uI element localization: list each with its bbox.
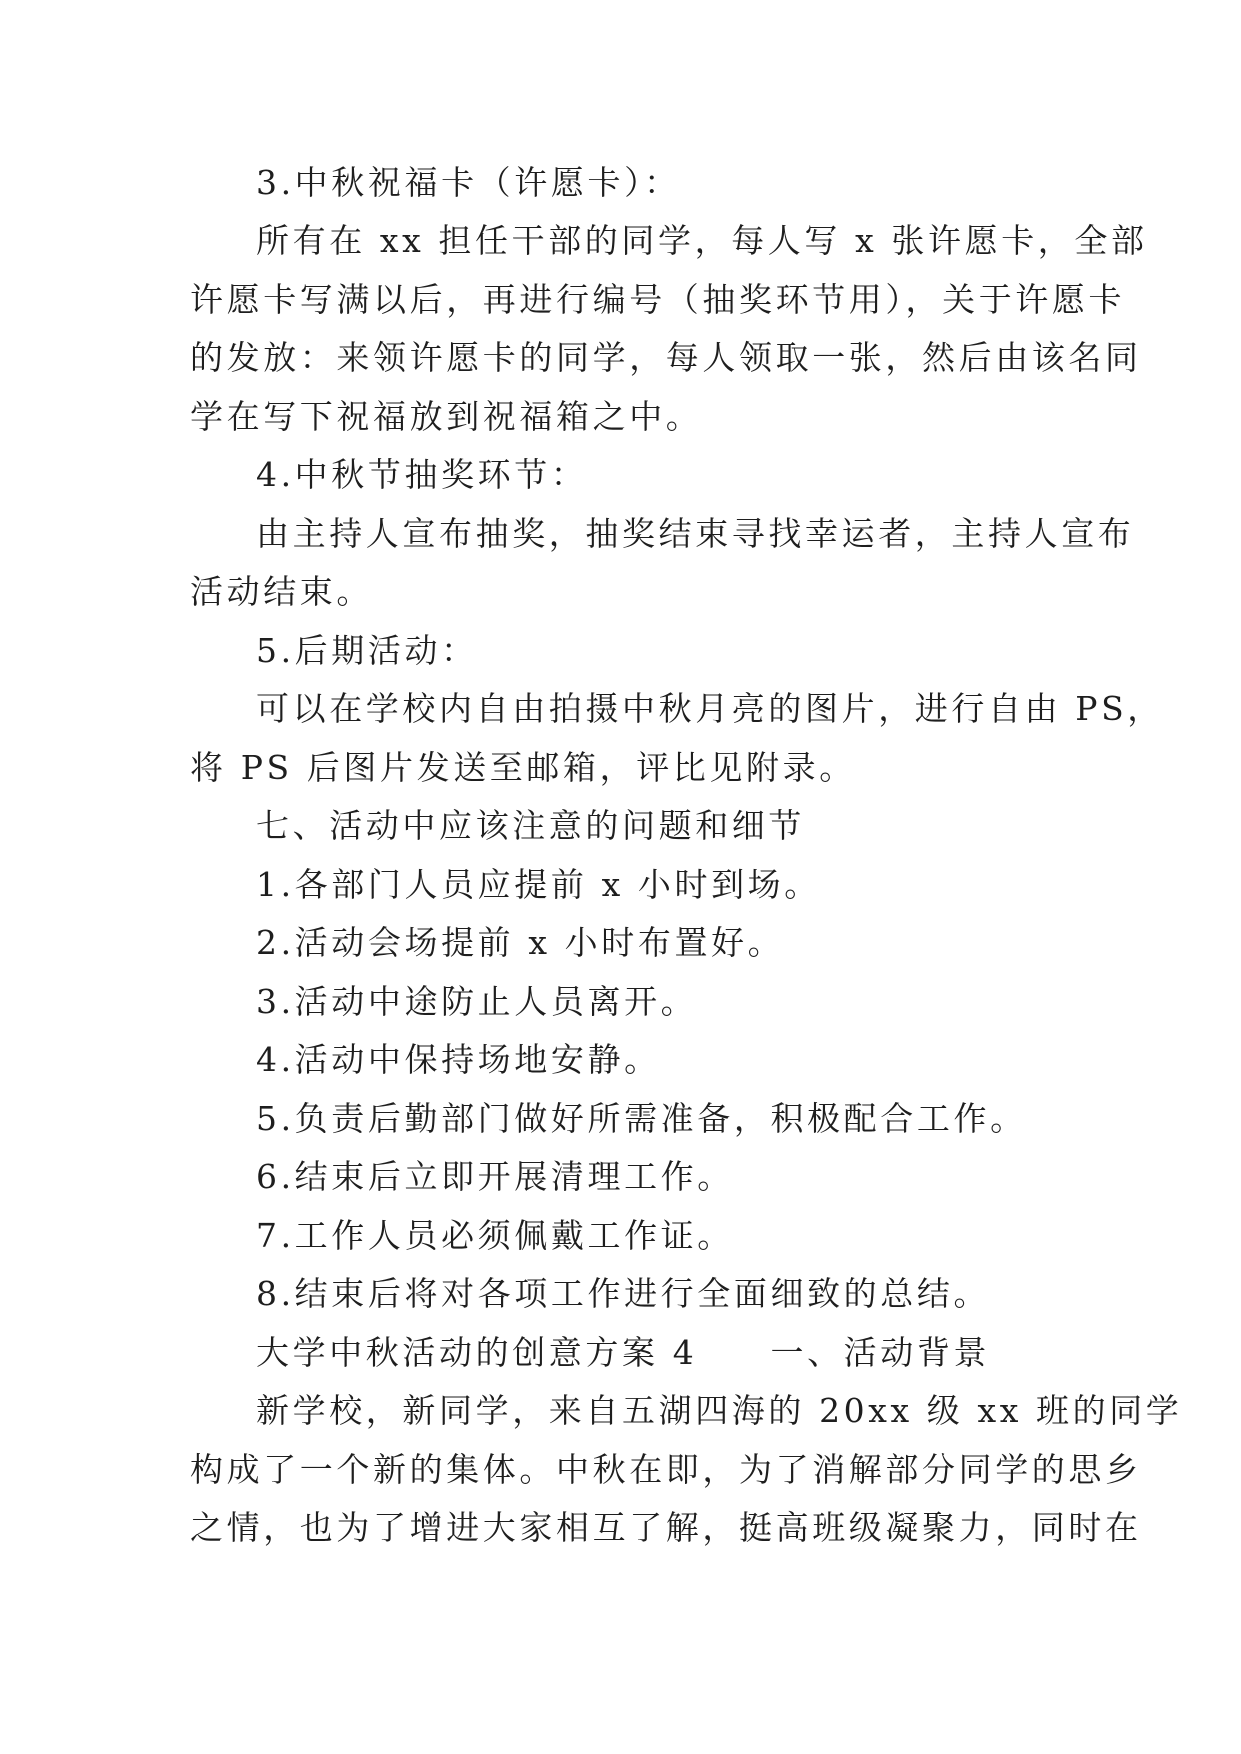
text-line: 活动结束。 [190,572,373,611]
text-line: 许愿卡写满以后，再进行编号（抽奖环节用），关于许愿卡 [190,279,1126,319]
text-line: 学在写下祝福放到祝福箱之中。 [190,396,703,436]
text-line: 之情，也为了增进大家相互了解，挺高班级凝聚力，同时在 [190,1508,1142,1547]
text-line: 构成了一个新的集体。中秋在即，为了消解部分同学的思乡 [190,1449,1142,1489]
list-item: 4.活动中保持场地安静。 [256,1040,661,1079]
text-line: 5.后期活动： [256,630,478,670]
text-line: 新学校，新同学，来自五湖四海的 20xx 级 xx 班的同学 [256,1391,1183,1430]
text-line: 3.中秋祝福卡（许愿卡）： [256,162,681,202]
section-heading: 七、活动中应该注意的问题和细节 [256,806,805,845]
list-item: 8.结束后将对各项工作进行全面细致的总结。 [256,1274,991,1313]
list-item: 2.活动会场提前 x 小时布置好。 [256,923,785,962]
text-line: 的发放：来领许愿卡的同学，每人领取一张，然后由该名同 [190,338,1142,377]
list-item: 6.结束后立即开展清理工作。 [256,1157,734,1196]
section-heading: 大学中秋活动的创意方案 4 一、活动背景 [256,1332,991,1372]
list-item: 1.各部门人员应提前 x 小时到场。 [256,864,821,904]
list-item: 3.活动中途防止人员离开。 [256,981,698,1021]
text-line: 4.中秋节抽奖环节： [256,455,588,494]
list-item: 7.工作人员必须佩戴工作证。 [256,1215,734,1255]
text-line: 由主持人宣布抽奖，抽奖结束寻找幸运者，主持人宣布 [256,513,1135,553]
list-item: 5.负责后勤部门做好所需准备，积极配合工作。 [256,1098,1027,1138]
text-line: 可以在学校内自由拍摄中秋月亮的图片，进行自由 PS， [256,689,1164,728]
text-line: 所有在 xx 担任干部的同学，每人写 x 张许愿卡，全部 [256,221,1148,260]
text-line: 将 PS 后图片发送至邮箱，评比见附录。 [190,747,856,787]
document-body [190,154,1183,1558]
